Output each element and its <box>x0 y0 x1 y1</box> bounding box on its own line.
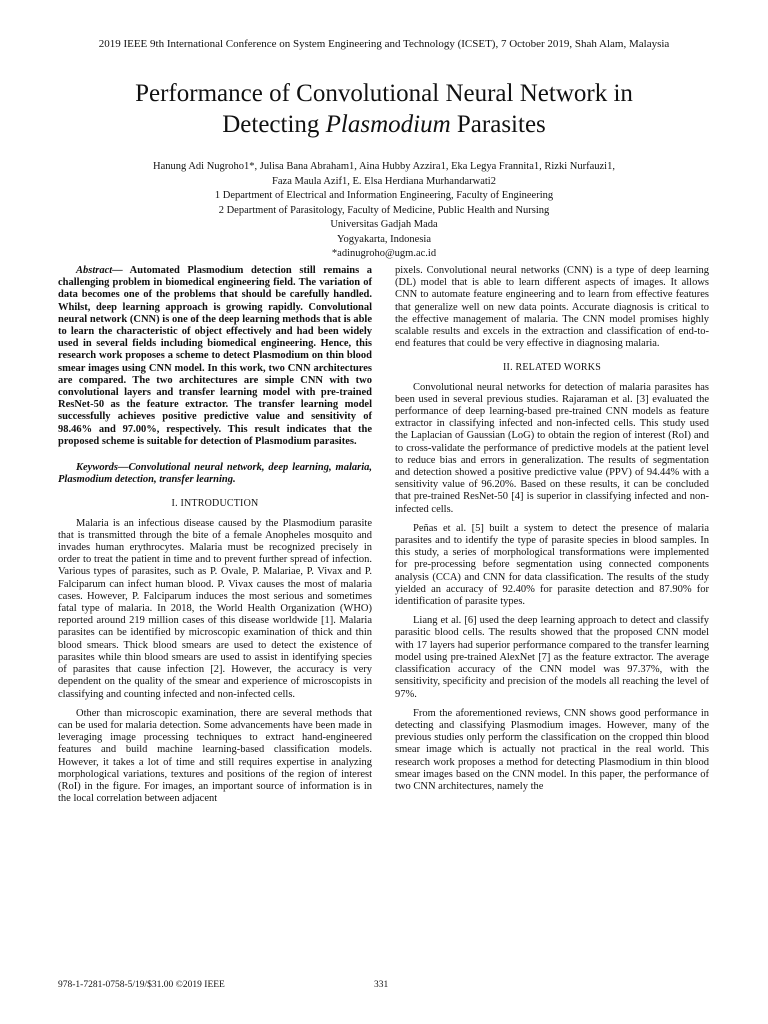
location: Yogyakarta, Indonesia <box>337 233 431 245</box>
abstract-text: — Automated Plasmodium detection still remains a challenging problem in biomedical engineering field. The variation of data becomes one of the problems that should be carefully handled. Whilst, deep learning approach is growing rapidly. Convolutional neural network (CNN) is one of the deep learning methods that is able to learn the characteristic of object effectively and had been widely used in several fields including biomedical engineering. Hence, this research work proposes a scheme to detect Plasmodium on thin blood smear images using CNN model. In this work, two CNN architectures are compared. The two architectures are simple CNN with two convolutional layers and transfer learning model with pre-trained ResNet-50 as the feature extractor. The transfer learning model successfully achieves positive predictive value and sensitivity of 98.46% and 97.00%, respectively. This result indicates that the proposed scheme is suitable for detection of Plasmodium parasites. <box>58 265 372 447</box>
intro-paragraph-2: Other than microscopic examination, there are several methods that can be used for malaria detection. Some advancements have been made in leveraging image processing techniques to extract hand-engineered features and build machine learning-based classification models. However, it takes a lot of time and still requires expertise in analyzing morphological variations, textures and positions of the region of interest (RoI) in the figure. For images, an important source of information is in the local correlation between adjacent <box>58 707 372 805</box>
conference-header: 2019 IEEE 9th International Conference on System Engineering and Technology (ICSET), 7 October 2019, Shah Alam, Malaysia <box>98 38 670 50</box>
section-heading-related-works: II. RELATED WORKS <box>503 362 601 374</box>
title-italic: Plasmodium <box>325 111 451 138</box>
right-column <box>395 265 709 800</box>
title-text: Detecting <box>222 111 326 138</box>
related-paragraph-4: From the aforementioned reviews, CNN shows good performance in detecting and classifying Plasmodium images. However, many of the previous studies only perform the classification on the cropped thin blood smear image which is actually not practical in the real world. This research work proposes a method for detecting Plasmodium in thin blood smear images based on the CNN model. In this paper, the performance of two CNN architectures, namely the <box>395 707 709 792</box>
page-number: 331 <box>374 980 389 990</box>
abstract <box>58 265 372 448</box>
affiliation-2: 2 Department of Parasitology, Faculty of Medicine, Public Health and Nursing <box>218 204 550 216</box>
section-heading-introduction: I. INTRODUCTION <box>171 498 259 510</box>
intro-continuation: pixels. Convolutional neural networks (CNN) is a type of deep learning (DL) model that is able to learn different aspects of images. It allows CNN to automate feature engineering and to learn from effective features that generalize well on new data points. Accurate diagnosis is critical to the effective management of malaria. The CNN model promises highly scalable results and excels in the extraction and classification of end-to-end features that could be very effective in diagnosing malaria. <box>395 265 709 350</box>
university: Universitas Gadjah Mada <box>330 219 438 230</box>
paper-title <box>60 78 708 140</box>
author-list-2: Faza Maula Azif1, E. Elsa Herdiana Murhandarwati2 <box>272 175 496 187</box>
title-line-2 <box>60 109 708 140</box>
abstract-label: Abstract <box>76 265 113 276</box>
keywords: Keywords—Convolutional neural network, deep learning, malaria, Plasmodium detection, transfer learning. <box>58 462 372 486</box>
left-column <box>58 265 372 812</box>
footer-isbn: 978-1-7281-0758-5/19/$31.00 ©2019 IEEE <box>58 980 225 990</box>
email: *adinugroho@ugm.ac.id <box>331 248 437 259</box>
related-paragraph-3: Liang et al. [6] used the deep learning approach to detect and classify parasitic blood cells. The results showed that the proposed CNN model with 17 layers had superior performance compared to the transfer learning model using pre-trained AlexNet [7] as the feature extractor. The average classification accuracy of the CNN model was 97.37%, with the sensitivity, specificity and precision of the models all reaching the level of 97%. <box>395 615 709 700</box>
related-paragraph-2: Peñas et al. [5] built a system to detect the presence of malaria parasites and to identify the type of parasite species in blood samples. In this study, a series of morphological transformations were implemented for pre-processing before segmentation using connected components analysis (CCA) and CNN for data classification. The results of the study yielded an accuracy of 92.40% for parasite detection and 87.90% for identification of parasite types. <box>395 522 709 608</box>
author-block <box>60 160 708 262</box>
affiliation-1: 1 Department of Electrical and Information Engineering, Faculty of Engineering <box>214 190 554 201</box>
title-text-end: Parasites <box>450 111 546 138</box>
related-paragraph-1: Convolutional neural networks for detection of malaria parasites has been used in several previous studies. Rajaraman et al. [3] evaluated the performance of deep learning-based pre-trained CNN models as feature extractor in classifying infected and non-infected cells. This study used the Laplacian of Gaussian (LoG) to obtain the region of interest (RoI) and to cross-validate the performance of predictive models at the patient level to reduce bias and errors in generalization. The results of segmentation and detection showed a positive predictive value (PPV) of 94.44% with a sensitivity value of 96.20%. Based on these results, it can be concluded that pre-trained ResNet-50 [4] is superior in classifying infected and non-infected cells. <box>395 381 709 515</box>
title-line-1: Performance of Convolutional Neural Network in <box>135 80 633 107</box>
author-list-1: Hanung Adi Nugroho1*, Julisa Bana Abraham1, Aina Hubby Azzira1, Eka Legya Frannita1, Rizki Nurfauzi1, <box>153 161 615 172</box>
intro-paragraph-1: Malaria is an infectious disease caused by the Plasmodium parasite that is transmitted through the bite of a female Anopheles mosquito and invades human erythrocytes. Malaria must be recognized precisely in order to treat the patient in time and to prevent further spread of infection. Various types of parasites, such as P. Ovale, P. Malariae, P. Vivax and P. Falciparum can infect human blood. P. Vivax causes the most of malaria cases. However, P. Falciparum induces the most serious and sometimes fatal type of malaria. In 2018, the World Health Organization (WHO) reported around 219 million cases of this disease worldwide [1]. Malaria parasites can be identified by microscopic examination of thick and thin blood smears. Thick blood smears are used to detect the existence of parasites while thin blood smears are used to assist in identifying species of parasites that cause infection [2]. However, the accuracy is very dependent on the quality of the smear and experience of microscopists in classifying and counting infected and non-infected cells. <box>58 517 372 700</box>
